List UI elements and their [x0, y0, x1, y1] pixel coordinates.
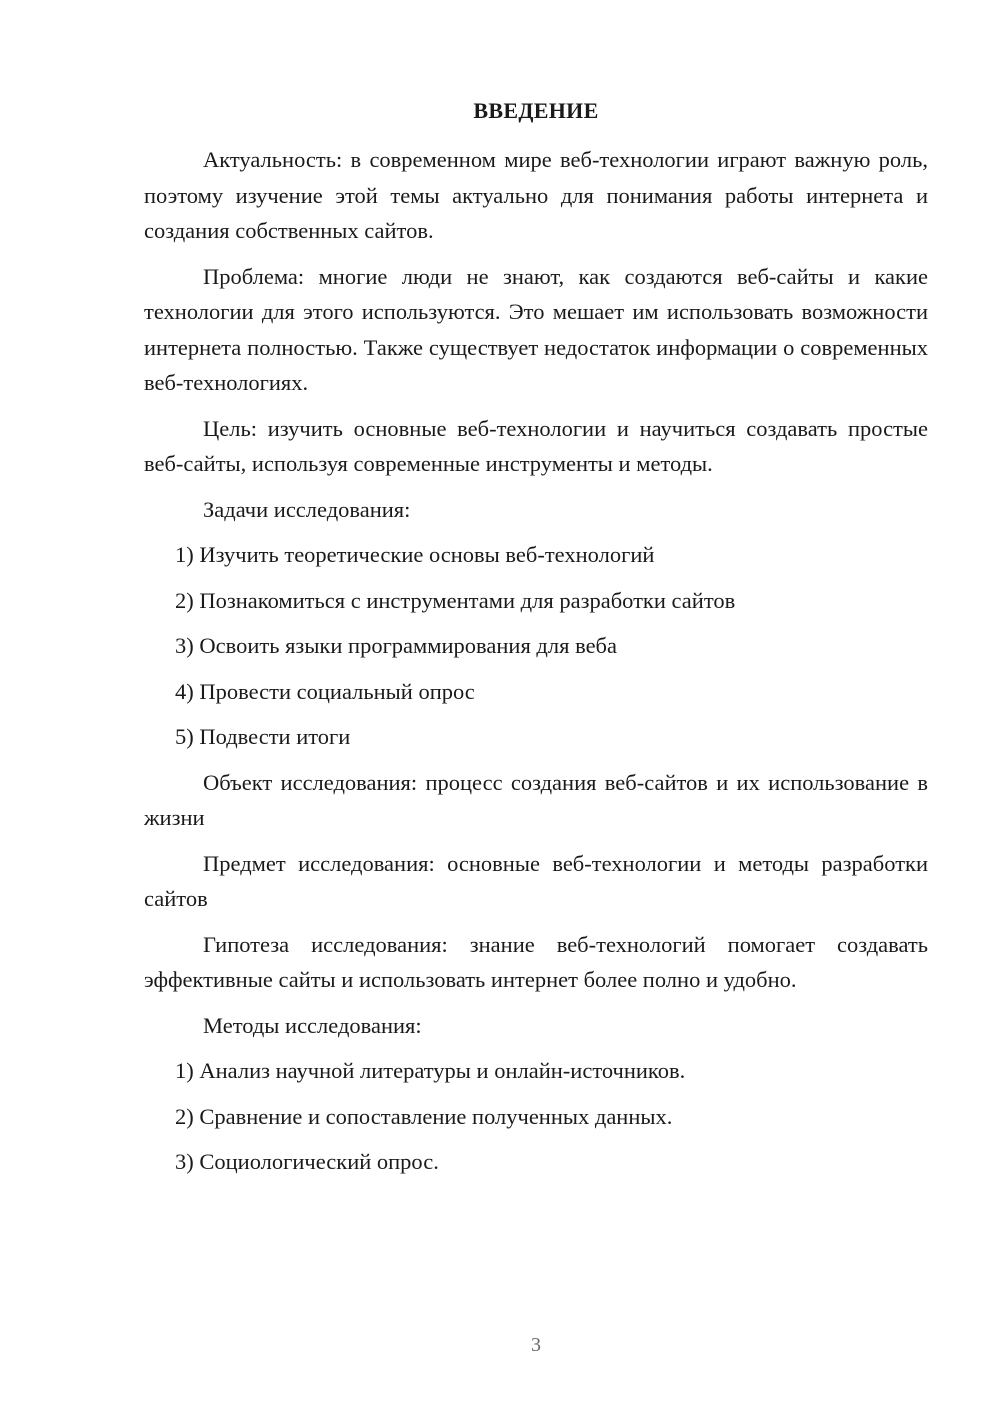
task-item: 5) Подвести итоги [175, 724, 351, 749]
section-heading: ВВЕДЕНИЕ [473, 98, 599, 123]
paragraph-object: Объект исследования: процесс создания веб-сайтов и их использование в жизни [144, 769, 928, 830]
task-item: 4) Провести социальный опрос [175, 678, 475, 704]
paragraph-problem: Проблема: многие люди не знают, как создаются веб-сайты и какие технологии для этого используются. Это мешает им использовать возможности интернета полностью. Также существует недостаток информации о современных веб-технологиях. [144, 263, 928, 395]
page-number: 3 [531, 1334, 541, 1356]
method-item: 2) Сравнение и сопоставление полученных данных. [175, 1103, 673, 1129]
task-item: 3) Освоить языки программирования для веба [175, 633, 617, 658]
paragraph-subject: Предмет исследования: основные веб-технологии и методы разработки сайтов [144, 850, 928, 911]
task-item: 2) Познакомиться с инструментами для разработки сайтов [175, 587, 736, 613]
tasks-title: Задачи исследования: [203, 496, 411, 522]
body-text [144, 142, 928, 1190]
method-item: 1) Анализ научной литературы и онлайн-источников. [175, 1058, 686, 1083]
paragraph-hypothesis: Гипотеза исследования: знание веб-технологий помогает создавать эффективные сайты и использовать интернет более полно и удобно. [144, 931, 928, 992]
methods-title: Методы исследования: [203, 1012, 422, 1038]
method-item: 3) Социологический опрос. [175, 1149, 439, 1174]
paragraph-relevance: Актуальность: в современном мире веб-технологии играют важную роль, поэтому изучение этой темы актуально для понимания работы интернета и создания собственных сайтов. [144, 147, 928, 243]
paragraph-goal: Цель: изучить основные веб-технологии и научиться создавать простые веб-сайты, используя современные инструменты и методы. [144, 415, 928, 476]
task-item: 1) Изучить теоретические основы веб-технологий [175, 542, 655, 567]
